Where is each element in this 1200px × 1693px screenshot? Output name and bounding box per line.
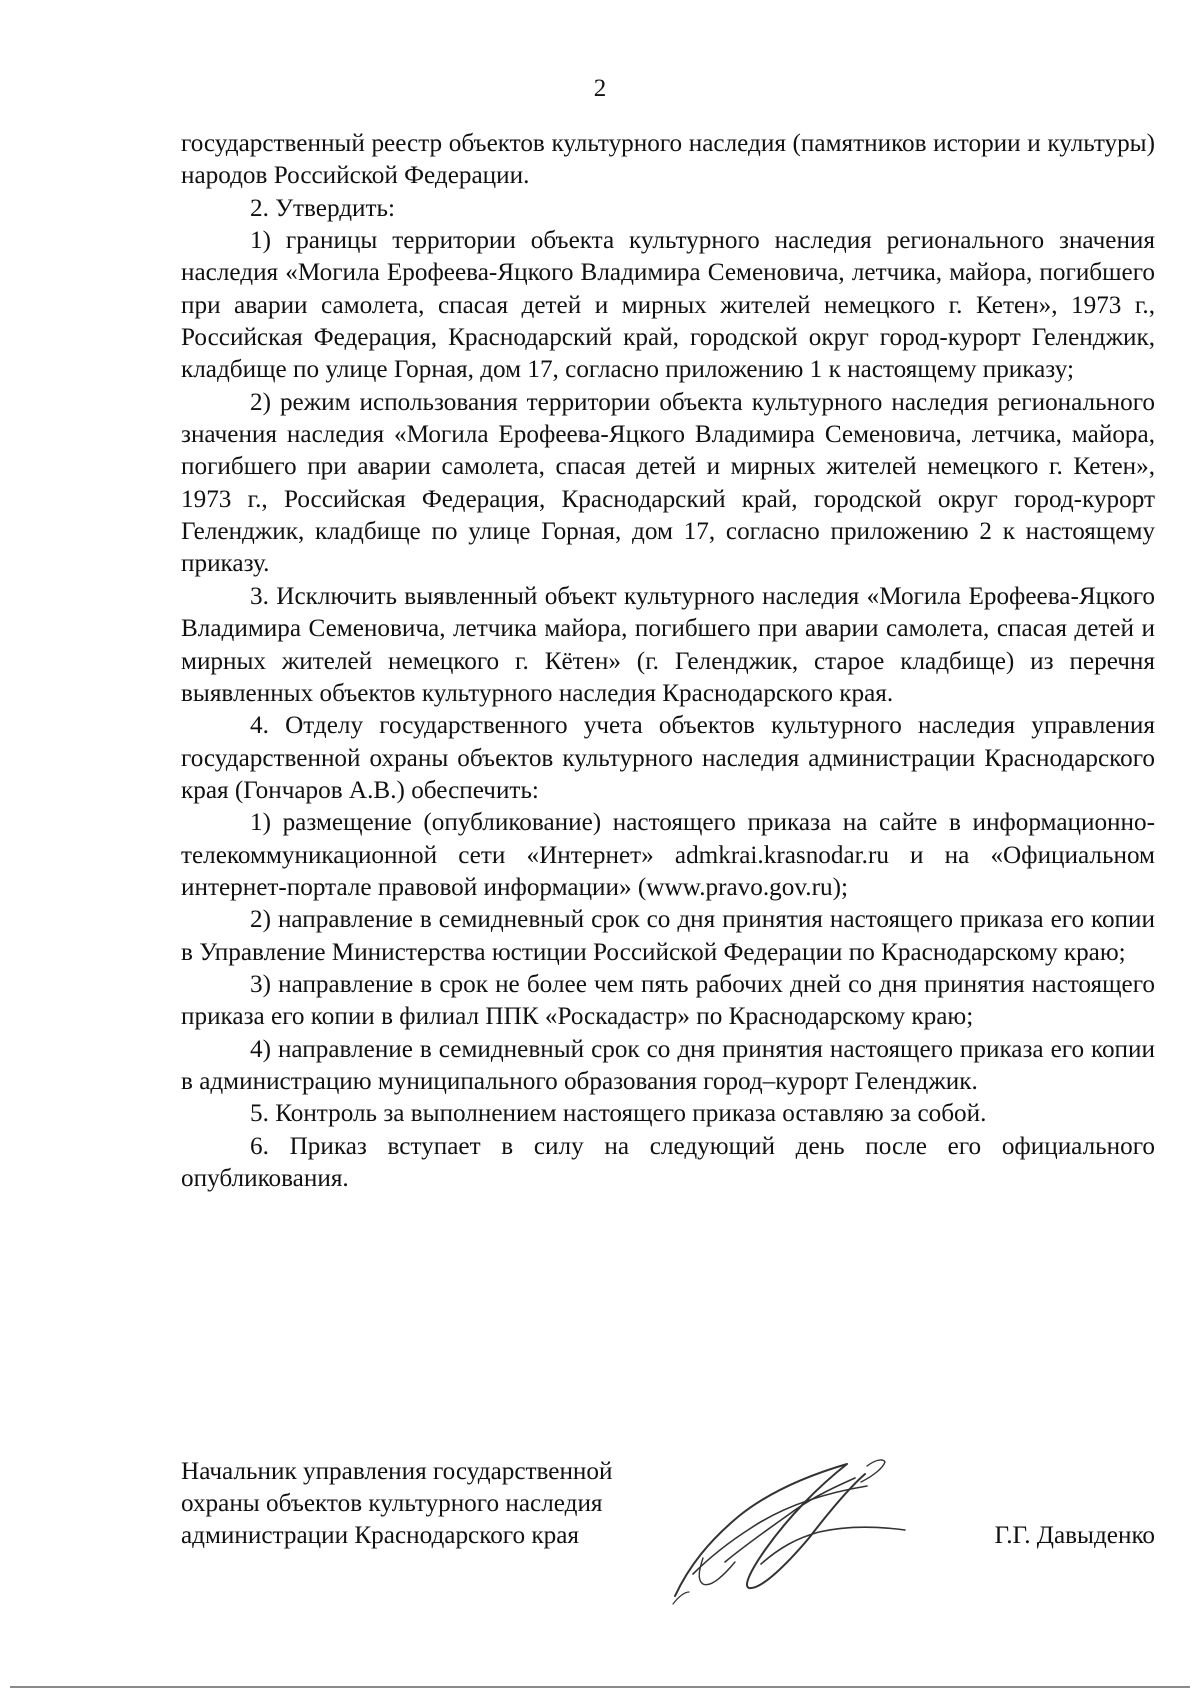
signer-position-line: администрации Краснодарского края [181, 1522, 579, 1549]
paragraph-item-6: 6. Приказ вступает в силу на следующий день после его официального опубликования. [181, 1132, 1155, 1192]
paragraph-item-5: 5. Контроль за выполнением настоящего приказа оставляю за собой. [250, 1100, 987, 1128]
signer-position [181, 1456, 741, 1552]
paragraph-item-2: 2. Утвердить: [250, 194, 396, 222]
signer-position-line: охраны объектов культурного наследия [181, 1490, 603, 1517]
signer-name: Г.Г. Давыденко [994, 1522, 1155, 1549]
paragraph-item-2-2: 2) режим использования территории объекта культурного наследия регионального значения наследия «Могила Ерофеева-Яцкого Владимира Семеновича, летчика, майора, погибшего при аварии самолета, спасая детей и мирных жителей немецкого г. Кетен», 1973 г., Российская Федерация, Краснодарский край, городской округ город-курорт Геленджик, кладбище по улице Горная, дом 17, согласно приложению 2 к настоящему приказу. [181, 388, 1155, 578]
paragraph-item-4-4: 4) направление в семидневный срок со дня принятия настоящего приказа его копии в администрацию муниципального образования город–курорт Геленджик. [181, 1035, 1155, 1095]
paragraph-item-4: 4. Отделу государственного учета объектов культурного наследия управления государственной охраны объектов культурного наследия администрации Краснодарского края (Гончаров А.В.) обеспечить: [181, 712, 1155, 804]
paragraph-item-2-1: 1) границы территории объекта культурного наследия регионального значения наследия «Могила Ерофеева-Яцкого Владимира Семеновича, летчика, майора, погибшего при аварии самолета, спасая детей и мирных жителей немецкого г. Кетен», 1973 г., Российская Федерация, Краснодарский край, городской округ город-курорт Геленджик, кладбище по улице Горная, дом 17, согласно приложению 1 к настоящему приказу; [181, 227, 1155, 384]
scan-edge-line [10, 1686, 1190, 1688]
paragraph-item-4-3: 3) направление в срок не более чем пять рабочих дней со дня принятия настоящего приказа его копии в филиал ППК «Роскадастр» по Краснодарскому краю; [181, 970, 1155, 1031]
paragraph-item-3: 3. Исключить выявленный объект культурного наследия «Могила Ерофеева-Яцкого Владимира Семеновича, летчика майора, погибшего при аварии самолета, спасая детей и мирных жителей немецкого г. Кётен» (г. Геленджик, старое кладбище) из перечня выявленных объектов культурного наследия Краснодарского края. [181, 582, 1155, 707]
handwritten-signature [669, 1446, 919, 1616]
paragraph-item-4-2: 2) направление в семидневный срок со дня принятия настоящего приказа его копии в Управление Министерства юстиции Российской Федерации по Краснодарскому краю; [181, 906, 1155, 966]
document-body [181, 128, 1155, 1195]
signer-position-line: Начальник управления государственной [181, 1458, 613, 1485]
page-number: 2 [593, 75, 607, 102]
paragraph-continuation: государственный реестр объектов культурного наследия (памятников истории и культуры) народов Российской Федерации. [181, 130, 1155, 190]
paragraph-item-4-1: 1) размещение (опубликование) настоящего приказа на сайте в информационно-телекоммуникационной сети «Интернет» admkrai.krasnodar.ru и на «Официальном интернет-портале правовой информации» (www.pravo.gov.ru); [181, 809, 1155, 901]
signature-block [181, 1456, 1155, 1616]
